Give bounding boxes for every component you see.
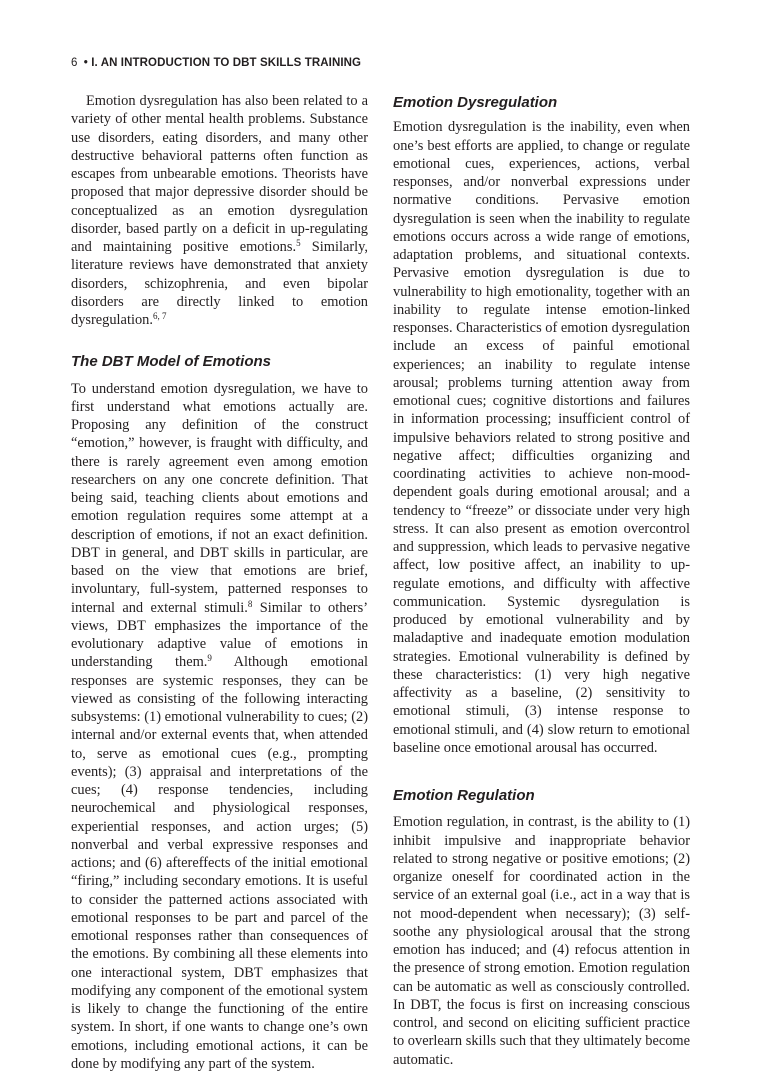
reference-9: 9 (207, 653, 212, 663)
model-text-a: To understand emotion dysregulation, we have to first understand what emotions actually are. Proposing any definition of the construct “emotion,” however, is fraught with difficulty, and there is rarely agreement even among emotion researchers on any one concrete definition. That being said, teaching clients about emotions and emotion regulation requires some attempt at a description of emotions, if not an exact definition. DBT in general, and DBT skills in particular, are based on the view that emotions are brief, involuntary, full-system, patterned responses to internal and external stimuli. (71, 381, 368, 616)
dbt-model-paragraph (71, 380, 368, 1073)
page-number: 6 (71, 57, 78, 69)
running-head (71, 57, 361, 69)
reference-8: 8 (248, 599, 253, 609)
regulation-paragraph: Emotion regulation, in contrast, is the ability to (1) inhibit impulsive and inappropriate behavior related to strong negative or positive emotions; (2) organize oneself for coordinated action in the service of an external goal (i.e., act in a way that is not mood-dependent when necessary); (3) self-soothe any physiological arousal that the strong emotion has induced; and (4) refocus attention in the presence of strong emotion. Emotion regulation can be automatic as well as consciously controlled. In DBT, the focus is first on increasing conscious control, and second on eliciting sufficient practice to overlearn skills such that they ultimately become automatic. (393, 813, 690, 1069)
reference-6-7: 6, 7 (153, 311, 167, 321)
intro-text-cont: Similarly, literature reviews have demonstrated that anxiety disorders, schizophrenia, and even bipolar disorders are directly linked to emotion dysregulation. (71, 239, 368, 328)
model-text-b: Similar to others’ views, DBT emphasizes the importance of the evolutionary adaptive value of emotions in understanding them. (71, 600, 368, 671)
intro-text: Emotion dysregulation has also been related to a variety of other mental health problems. Substance use disorders, eating disorders, and many other destructive behavioral patterns often function as escapes from unbearable emotions. Theorists have proposed that major depressive disorder should be conceptualized as an emotion dysregulation disorder, based partly on a deficit in up-regulating and maintaining positive emotions. (71, 93, 368, 255)
reference-5: 5 (296, 238, 301, 248)
dysregulation-paragraph: Emotion dysregulation is the inability, even when one’s best efforts are applied, to change or regulate emotional cues, experiences, actions, verbal responses, and/or nonverbal expressions under normative conditions. Pervasive emotion dysregulation is seen when the inability to regulate emotions occurs across a wide range of emotions, adaptation problems, and situational contexts. Pervasive emotion dysregulation is due to vulnerability to high emotionality, together with an inability to regulate intense emotion-linked responses. Characteristics of emotion dysregulation include an excess of painful emotional experiences; an inability to regulate intense arousal; problems turning attention away from emotional cues; cognitive distortions and failures in information processing; insufficient control of impulsive behaviors related to strong positive and negative affect; difficulties organizing and coordinating activities to achieve non-mood-dependent goals during emotional arousal; and a tendency to “freeze” or dissociate under very high stress. It can also present as emotion overcontrol and suppression, which leads to pervasive negative affect, low positive affect, an inability to up-regulate emotions, and difficulty with affective communication. Systemic dysregulation is produced by emotional vulnerability and by maladaptive and inadequate emotion modulation strategies. Emotional vulnerability is defined by these characteristics: (1) very high negative affectivity as a baseline, (2) sensitivity to emotional stimuli, (3) intense response to emotional stimuli, and (4) slow return to emotional baseline once emotional arousal has occurred. (393, 118, 690, 757)
heading-dbt-model: The DBT Model of Emotions (71, 353, 368, 371)
bullet-separator: • (84, 57, 88, 69)
heading-emotion-dysregulation: Emotion Dysregulation (393, 94, 690, 112)
running-title: I. AN INTRODUCTION TO DBT SKILLS TRAINING (91, 57, 361, 69)
right-column (393, 92, 690, 1069)
left-column (71, 92, 368, 1073)
model-text-c: Although emotional responses are systemic responses, they can be viewed as consisting of the following interacting subsystems: (1) emotional vulnerability to cues; (2) internal and/or external events that, when attended to, serve as emotional cues (e.g., prompting events); (3) appraisal and interpretations of the cues; (4) response tendencies, including neurochemical and physiological responses, experiential responses, and action urges; (5) nonverbal and verbal expressive responses and actions; and (6) aftereffects of the initial emotional “firing,” including secondary emotions. It is useful to consider the patterned actions associated with emotional responses to be part and parcel of the emotional responses rather than consequences of the emotions. By combining all these elements into one interactional system, DBT emphasizes that modifying any component of the emotional system is likely to change the functioning of the entire system. In short, if one wants to change one’s own emotions, including emotional actions, it can be done by modifying any part of the system. (71, 654, 368, 1072)
intro-paragraph (71, 92, 368, 329)
heading-emotion-regulation: Emotion Regulation (393, 787, 690, 805)
